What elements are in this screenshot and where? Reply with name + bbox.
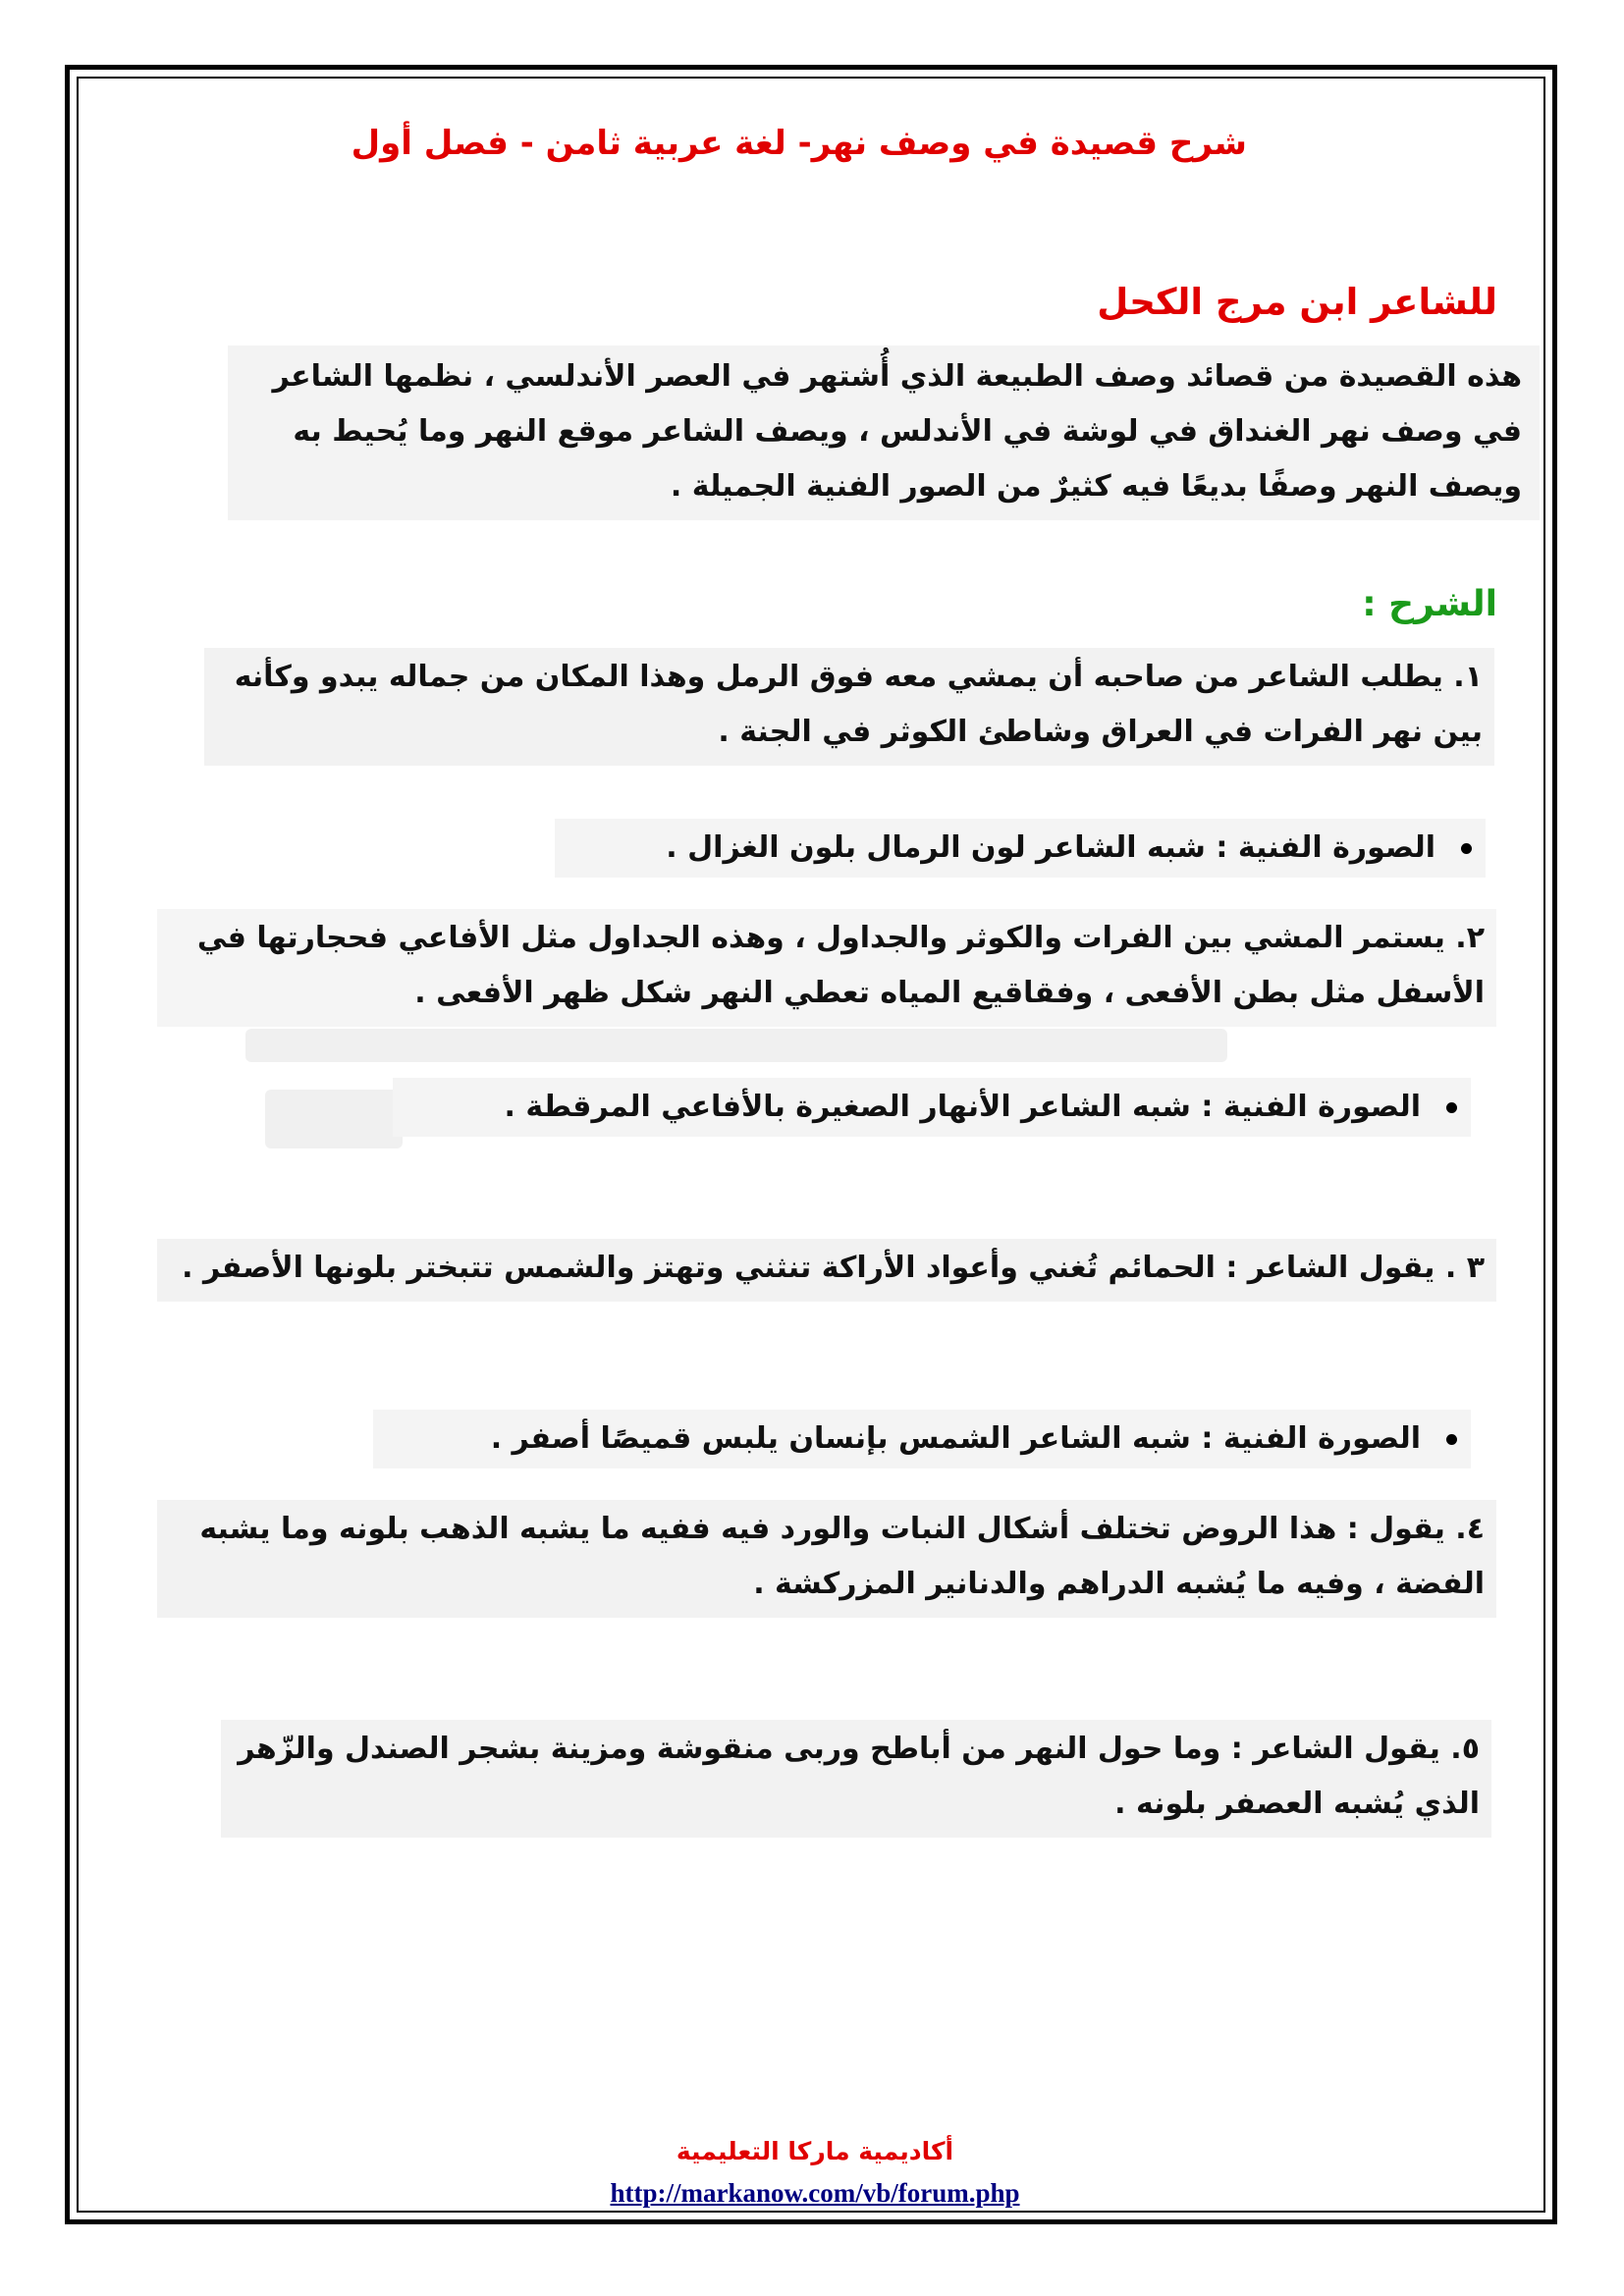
footer-link[interactable]: http://markanow.com/vb/forum.php xyxy=(610,2178,1020,2208)
explanation-1: ١. يطلب الشاعر من صاحبه أن يمشي معه فوق الرمل وهذا المكان من جماله يبدو وكأنه بين نهر الفرات في العراق وشاطئ الكوثر في الجنة . xyxy=(204,648,1494,766)
intro-paragraph: هذه القصيدة من قصائد وصف الطبيعة الذي أُشتهر في العصر الأندلسي ، نظمها الشاعر في وصف نهر الغنداق في لوشة في الأندلس ، ويصف الشاعر موقع النهر وما يُحيط به ويصف النهر وصفًا بديعًا فيه كثيرٌ من الصور الفنية الجميلة . xyxy=(228,346,1540,520)
explanation-2: ٢. يستمر المشي بين الفرات والكوثر والجداول ، وهذه الجداول مثل الأفاعي فحجارتها في الأسفل مثل بطن الأفعى ، وفقاقيع المياه تعطي النهر شكل ظهر الأفعى . xyxy=(157,909,1496,1027)
artistic-image-3-text: الصورة الفنية : شبه الشاعر الشمس بإنسان يلبس قميصًا أصفر . xyxy=(490,1421,1421,1456)
artistic-image-2-text: الصورة الفنية : شبه الشاعر الأنهار الصغيرة بالأفاعي المرقطة . xyxy=(504,1090,1421,1124)
bullet-icon xyxy=(1446,1434,1457,1445)
artistic-image-2 xyxy=(393,1078,1471,1137)
artistic-image-1 xyxy=(555,819,1486,878)
explanation-3: ٣ . يقول الشاعر : الحمائم تُغني وأعواد الأراكة تنثني وتهتز والشمس تتبختر بلونها الأصفر . xyxy=(157,1239,1496,1302)
section-label: الشرح : xyxy=(1362,584,1497,624)
scan-smudge xyxy=(245,1029,1227,1062)
bullet-icon xyxy=(1446,1102,1457,1113)
explanation-4: ٤. يقول : هذا الروض تختلف أشكال النبات والورد فيه ففيه ما يشبه الذهب بلونه وما يشبه الفضة ، وفيه ما يُشبه الدراهم والدنانير المزركشة . xyxy=(157,1500,1496,1618)
scan-smudge xyxy=(265,1090,403,1148)
explanation-5: ٥. يقول الشاعر : وما حول النهر من أباطح وربى منقوشة ومزينة بشجر الصندل والزّهر الذي يُشبه العصفر بلونه . xyxy=(221,1720,1491,1838)
bullet-icon xyxy=(1461,843,1472,854)
poet-name: للشاعر ابن مرج الكحل xyxy=(1097,281,1497,323)
artistic-image-1-text: الصورة الفنية : شبه الشاعر لون الرمال بلون الغزال . xyxy=(666,830,1435,865)
footer-organization: أكاديمية ماركا التعليمية xyxy=(676,2137,954,2165)
artistic-image-3 xyxy=(373,1410,1471,1468)
page-title: شرح قصيدة في وصف نهر- لغة عربية ثامن - فصل أول xyxy=(351,124,1247,163)
